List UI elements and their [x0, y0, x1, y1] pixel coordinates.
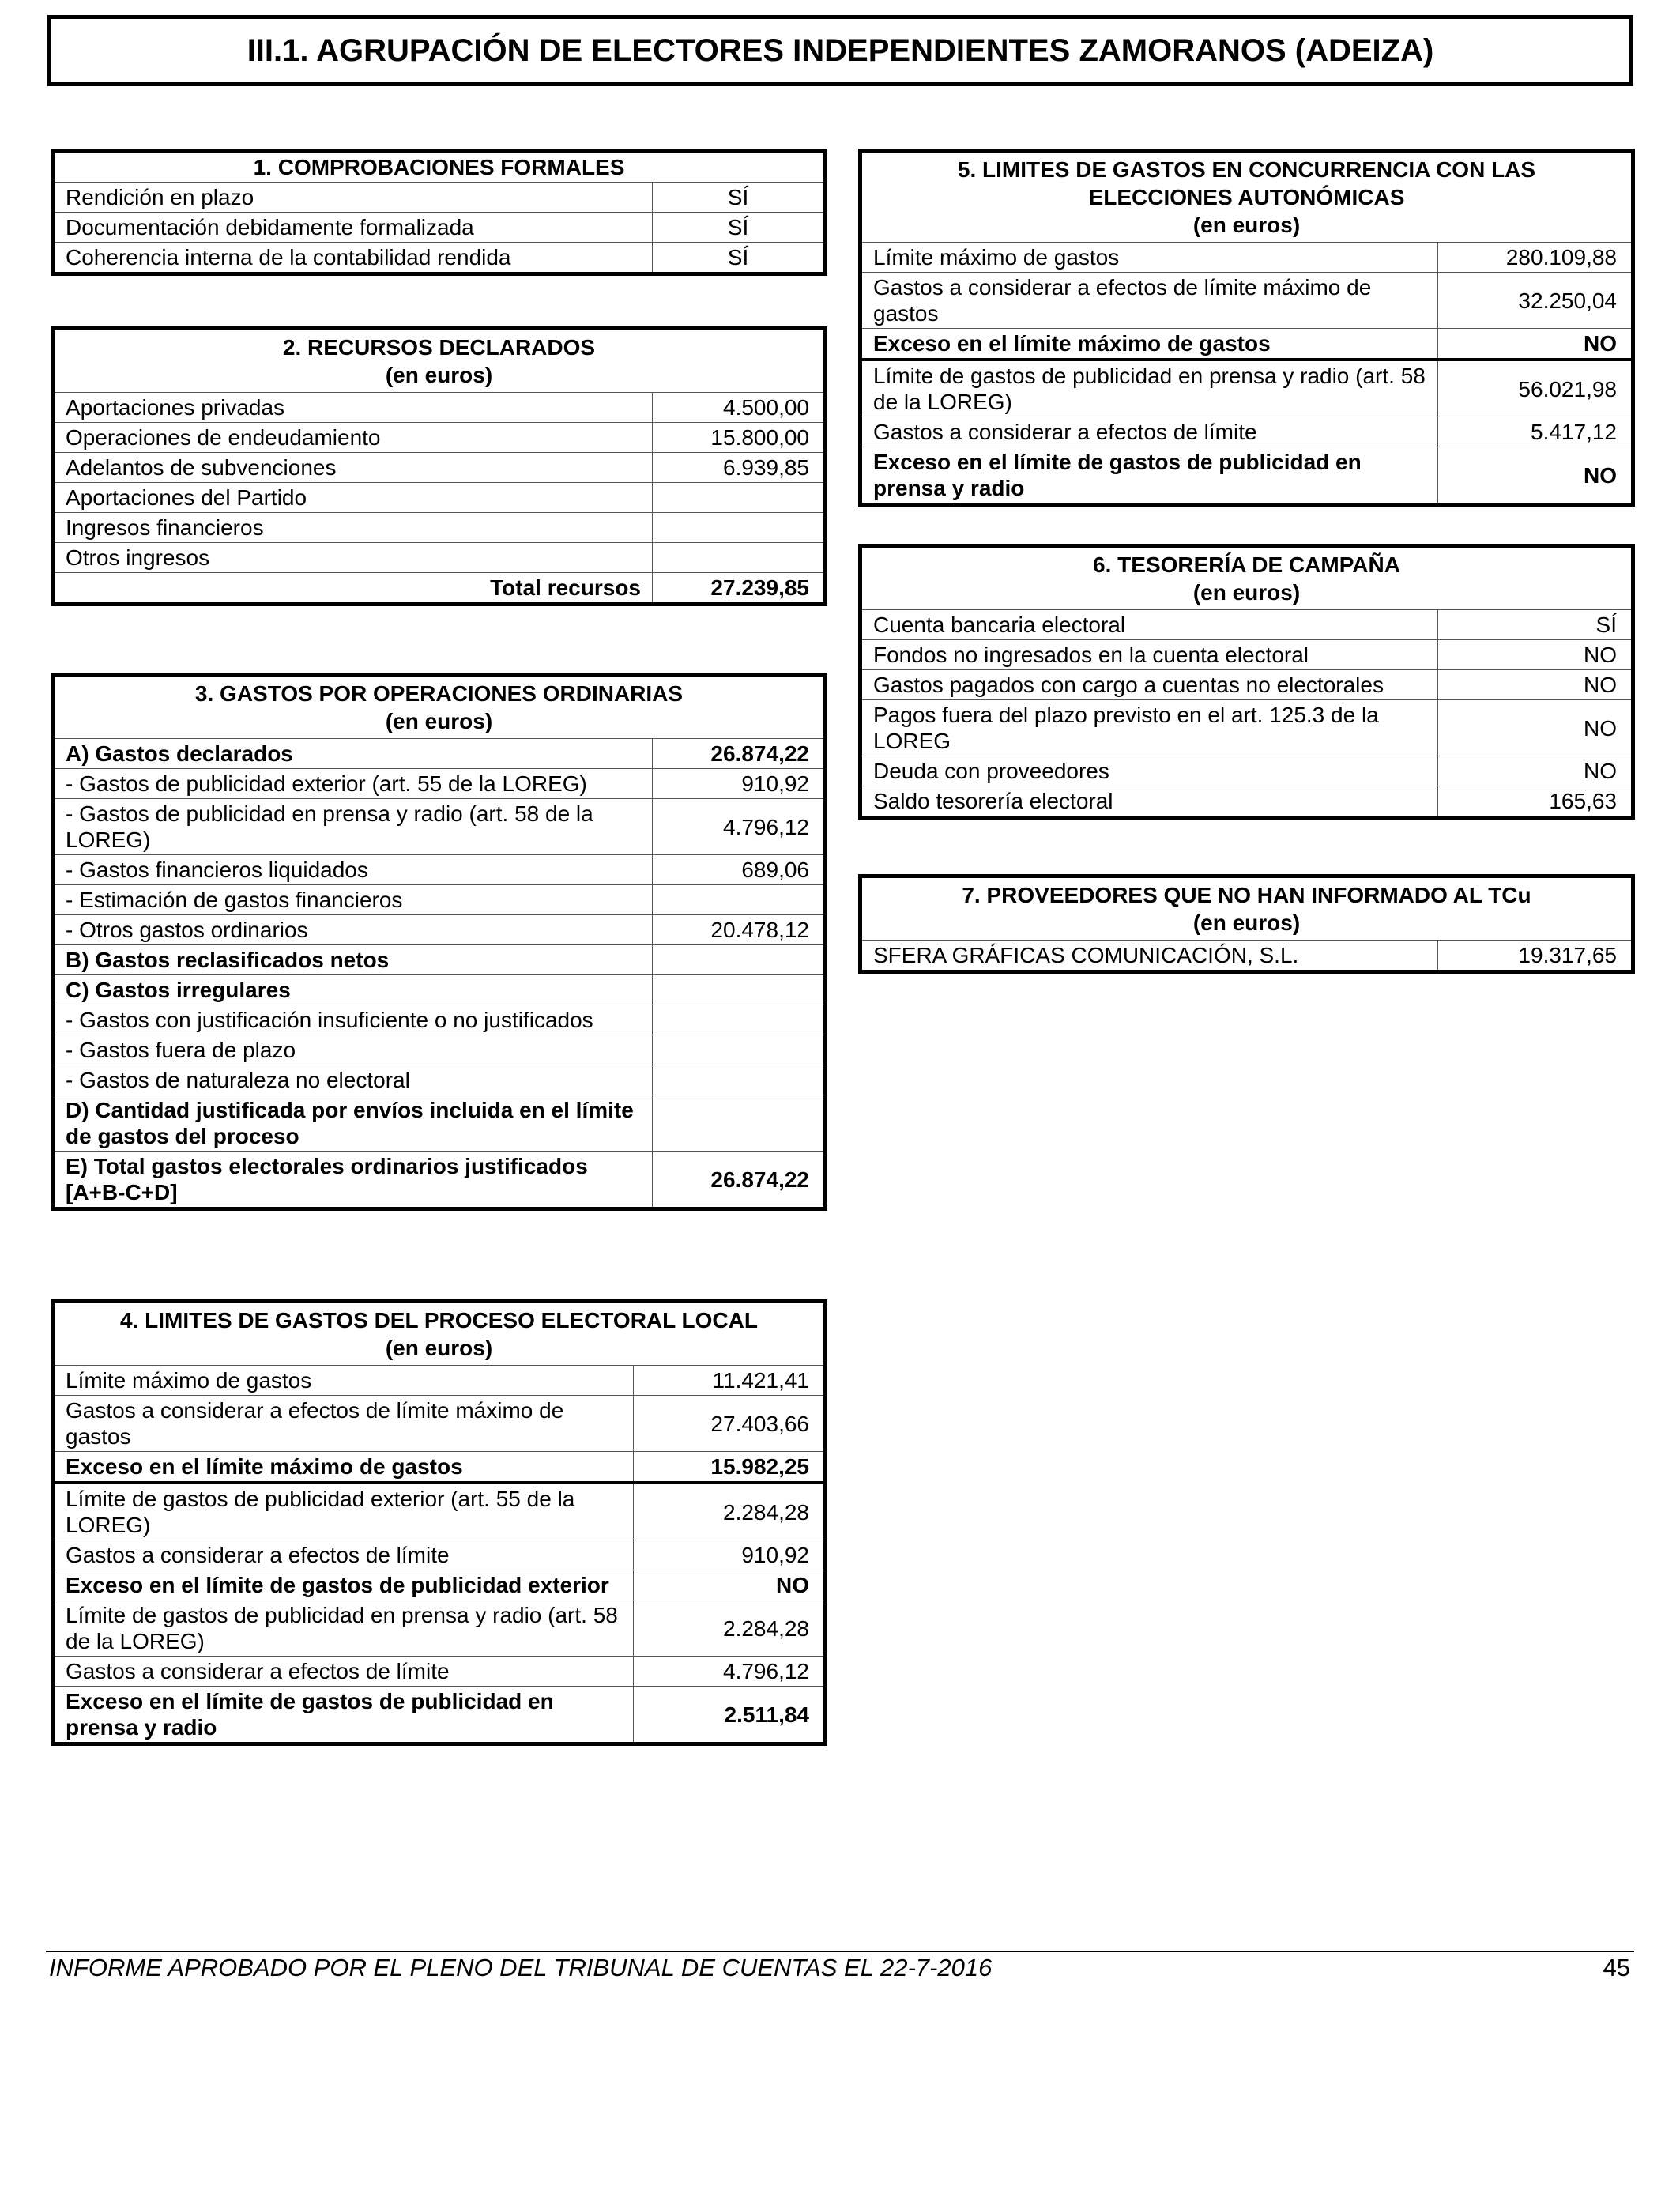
table-header: 1. COMPROBACIONES FORMALES — [53, 151, 826, 183]
table-row: Exceso en el límite de gastos de publicidad en prensa y radio NO — [861, 447, 1633, 505]
table-row: - Estimación de gastos financieros — [53, 885, 826, 915]
table-header: 2. RECURSOS DECLARADOS (en euros) — [53, 329, 826, 393]
table-row: Cuenta bancaria electoral SÍ — [861, 610, 1633, 640]
table-header: 6. TESORERÍA DE CAMPAÑA (en euros) — [861, 546, 1633, 610]
table-row: Deuda con proveedores NO — [861, 756, 1633, 786]
table-row: - Gastos de naturaleza no electoral — [53, 1065, 826, 1095]
table-row: Exceso en el límite de gastos de publicidad en prensa y radio 2.511,84 — [53, 1687, 826, 1744]
table-tesoreria-campana — [858, 544, 1635, 820]
table-row: Exceso en el límite máximo de gastos NO — [861, 329, 1633, 360]
footer-text: INFORME APROBADO POR EL PLENO DEL TRIBUNAL DE CUENTAS EL 22-7-2016 — [49, 1954, 993, 1981]
table-row: - Otros gastos ordinarios 20.478,12 — [53, 915, 826, 945]
table-comprobaciones-formales — [51, 149, 827, 276]
table-proveedores — [858, 874, 1635, 974]
table-row: Ingresos financieros — [53, 513, 826, 543]
table-row: Coherencia interna de la contabilidad rendida SÍ — [53, 243, 826, 274]
table-row: Exceso en el límite máximo de gastos 15.982,25 — [53, 1452, 826, 1483]
table-row: Gastos pagados con cargo a cuentas no electorales NO — [861, 670, 1633, 700]
table-row: Rendición en plazo SÍ — [53, 183, 826, 213]
table-row: Gastos a considerar a efectos de límite 5.417,12 — [861, 417, 1633, 447]
table-recursos-declarados — [51, 326, 827, 606]
footer-divider — [46, 1951, 1634, 1952]
page-number: 45 — [1603, 1954, 1630, 1981]
table-gastos-ordinarios — [51, 673, 827, 1211]
table-row: Aportaciones privadas 4.500,00 — [53, 393, 826, 423]
table-row: D) Cantidad justificada por envíos incluida en el límite de gastos del proceso — [53, 1095, 826, 1152]
table-row: C) Gastos irregulares — [53, 975, 826, 1005]
table-row: Gastos a considerar a efectos de límite máximo de gastos 32.250,04 — [861, 273, 1633, 329]
table-row: Límite máximo de gastos 280.109,88 — [861, 243, 1633, 273]
page-title: III.1. AGRUPACIÓN DE ELECTORES INDEPENDIENTES ZAMORANOS (ADEIZA) — [47, 15, 1633, 86]
table-row: Adelantos de subvenciones 6.939,85 — [53, 453, 826, 483]
table-limites-electoral-local — [51, 1299, 827, 1746]
table-row: Límite de gastos de publicidad en prensa y radio (art. 58 de la LOREG) 2.284,28 — [53, 1600, 826, 1657]
table-row: Otros ingresos — [53, 543, 826, 573]
table-row: SFERA GRÁFICAS COMUNICACIÓN, S.L. 19.317,65 — [861, 941, 1633, 972]
table-row: A) Gastos declarados 26.874,22 — [53, 739, 826, 769]
table-row: Fondos no ingresados en la cuenta electoral NO — [861, 640, 1633, 670]
table-row: B) Gastos reclasificados netos — [53, 945, 826, 975]
table-row: Límite máximo de gastos 11.421,41 — [53, 1366, 826, 1396]
table-header: 5. LIMITES DE GASTOS EN CONCURRENCIA CON LAS ELECCIONES AUTONÓMICAS (en euros) — [861, 151, 1633, 243]
table-header: 7. PROVEEDORES QUE NO HAN INFORMADO AL TCu (en euros) — [861, 876, 1633, 941]
table-row: - Gastos de publicidad exterior (art. 55 de la LOREG) 910,92 — [53, 769, 826, 799]
table-row: - Gastos de publicidad en prensa y radio (art. 58 de la LOREG) 4.796,12 — [53, 799, 826, 855]
table-row: - Gastos con justificación insuficiente o no justificados — [53, 1005, 826, 1035]
table-row: E) Total gastos electorales ordinarios justificados [A+B-C+D] 26.874,22 — [53, 1152, 826, 1209]
table-row: Gastos a considerar a efectos de límite 4.796,12 — [53, 1657, 826, 1687]
table-row: Límite de gastos de publicidad en prensa y radio (art. 58 de la LOREG) 56.021,98 — [861, 360, 1633, 417]
table-header: 3. GASTOS POR OPERACIONES ORDINARIAS (en euros) — [53, 675, 826, 739]
table-row: Pagos fuera del plazo previsto en el art. 125.3 de la LOREG NO — [861, 700, 1633, 756]
table-header: 4. LIMITES DE GASTOS DEL PROCESO ELECTORAL LOCAL (en euros) — [53, 1302, 826, 1366]
table-row: Operaciones de endeudamiento 15.800,00 — [53, 423, 826, 453]
table-row: - Gastos fuera de plazo — [53, 1035, 826, 1065]
table-limites-concurrencia — [858, 149, 1635, 507]
table-row: Documentación debidamente formalizada SÍ — [53, 213, 826, 243]
table-row: - Gastos financieros liquidados 689,06 — [53, 855, 826, 885]
table-row: Exceso en el límite de gastos de publicidad exterior NO — [53, 1570, 826, 1600]
total-row: Total recursos 27.239,85 — [53, 573, 826, 605]
table-row: Gastos a considerar a efectos de límite 910,92 — [53, 1540, 826, 1570]
table-row: Saldo tesorería electoral 165,63 — [861, 786, 1633, 818]
table-row: Gastos a considerar a efectos de límite máximo de gastos 27.403,66 — [53, 1396, 826, 1452]
table-row: Límite de gastos de publicidad exterior (art. 55 de la LOREG) 2.284,28 — [53, 1483, 826, 1540]
table-row: Aportaciones del Partido — [53, 483, 826, 513]
